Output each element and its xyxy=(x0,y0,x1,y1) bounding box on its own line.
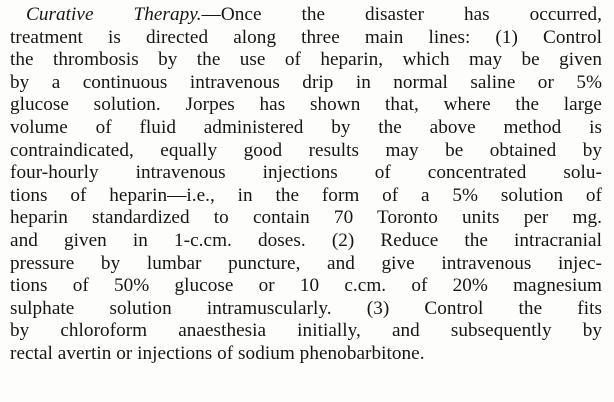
paragraph-line-1 xyxy=(10,4,602,27)
paragraph-line-2: treatment is directed along three main lines: (1) Control xyxy=(10,26,602,48)
paragraph-line-14: sulphate solution intramuscularly. (3) Control the fits xyxy=(10,297,602,319)
paragraph-line-13: tions of 50% glucose or 10 c.cm. of 20% magnesium xyxy=(10,275,602,297)
curative-therapy-paragraph xyxy=(10,4,602,366)
paragraph-line-7: contraindicated, equally good results may be obtained by xyxy=(10,139,602,161)
paragraph-line-16: rectal avertin or injections of sodium phenobarbitone. xyxy=(10,342,425,364)
paragraph-line-8: four-hourly intravenous injections of concentrated solu- xyxy=(10,162,602,184)
paragraph-line-10: heparin standardized to contain 70 Toronto units per mg. xyxy=(10,207,602,229)
first-line-text: —Once the disaster has occurred, xyxy=(201,4,603,25)
section-heading: Curative Therapy. xyxy=(26,4,202,25)
paragraph-line-9: tions of heparin—i.e., in the form of a 5% solution of xyxy=(10,184,602,206)
paragraph-line-11: and given in 1-c.cm. doses. (2) Reduce the intracranial xyxy=(10,229,602,251)
paragraph-line-15: by chloroform anaesthesia initially, and subsequently by xyxy=(10,320,602,342)
paragraph-line-4: by a continuous intravenous drip in normal saline or 5% xyxy=(10,71,602,93)
paragraph-line-5: glucose solution. Jorpes has shown that, where the large xyxy=(10,94,602,116)
paragraph-line-3: the thrombosis by the use of heparin, which may be given xyxy=(10,49,602,71)
paragraph-line-12: pressure by lumbar puncture, and give intravenous injec- xyxy=(10,252,602,274)
paragraph-line-6: volume of fluid administered by the above method is xyxy=(10,116,602,138)
